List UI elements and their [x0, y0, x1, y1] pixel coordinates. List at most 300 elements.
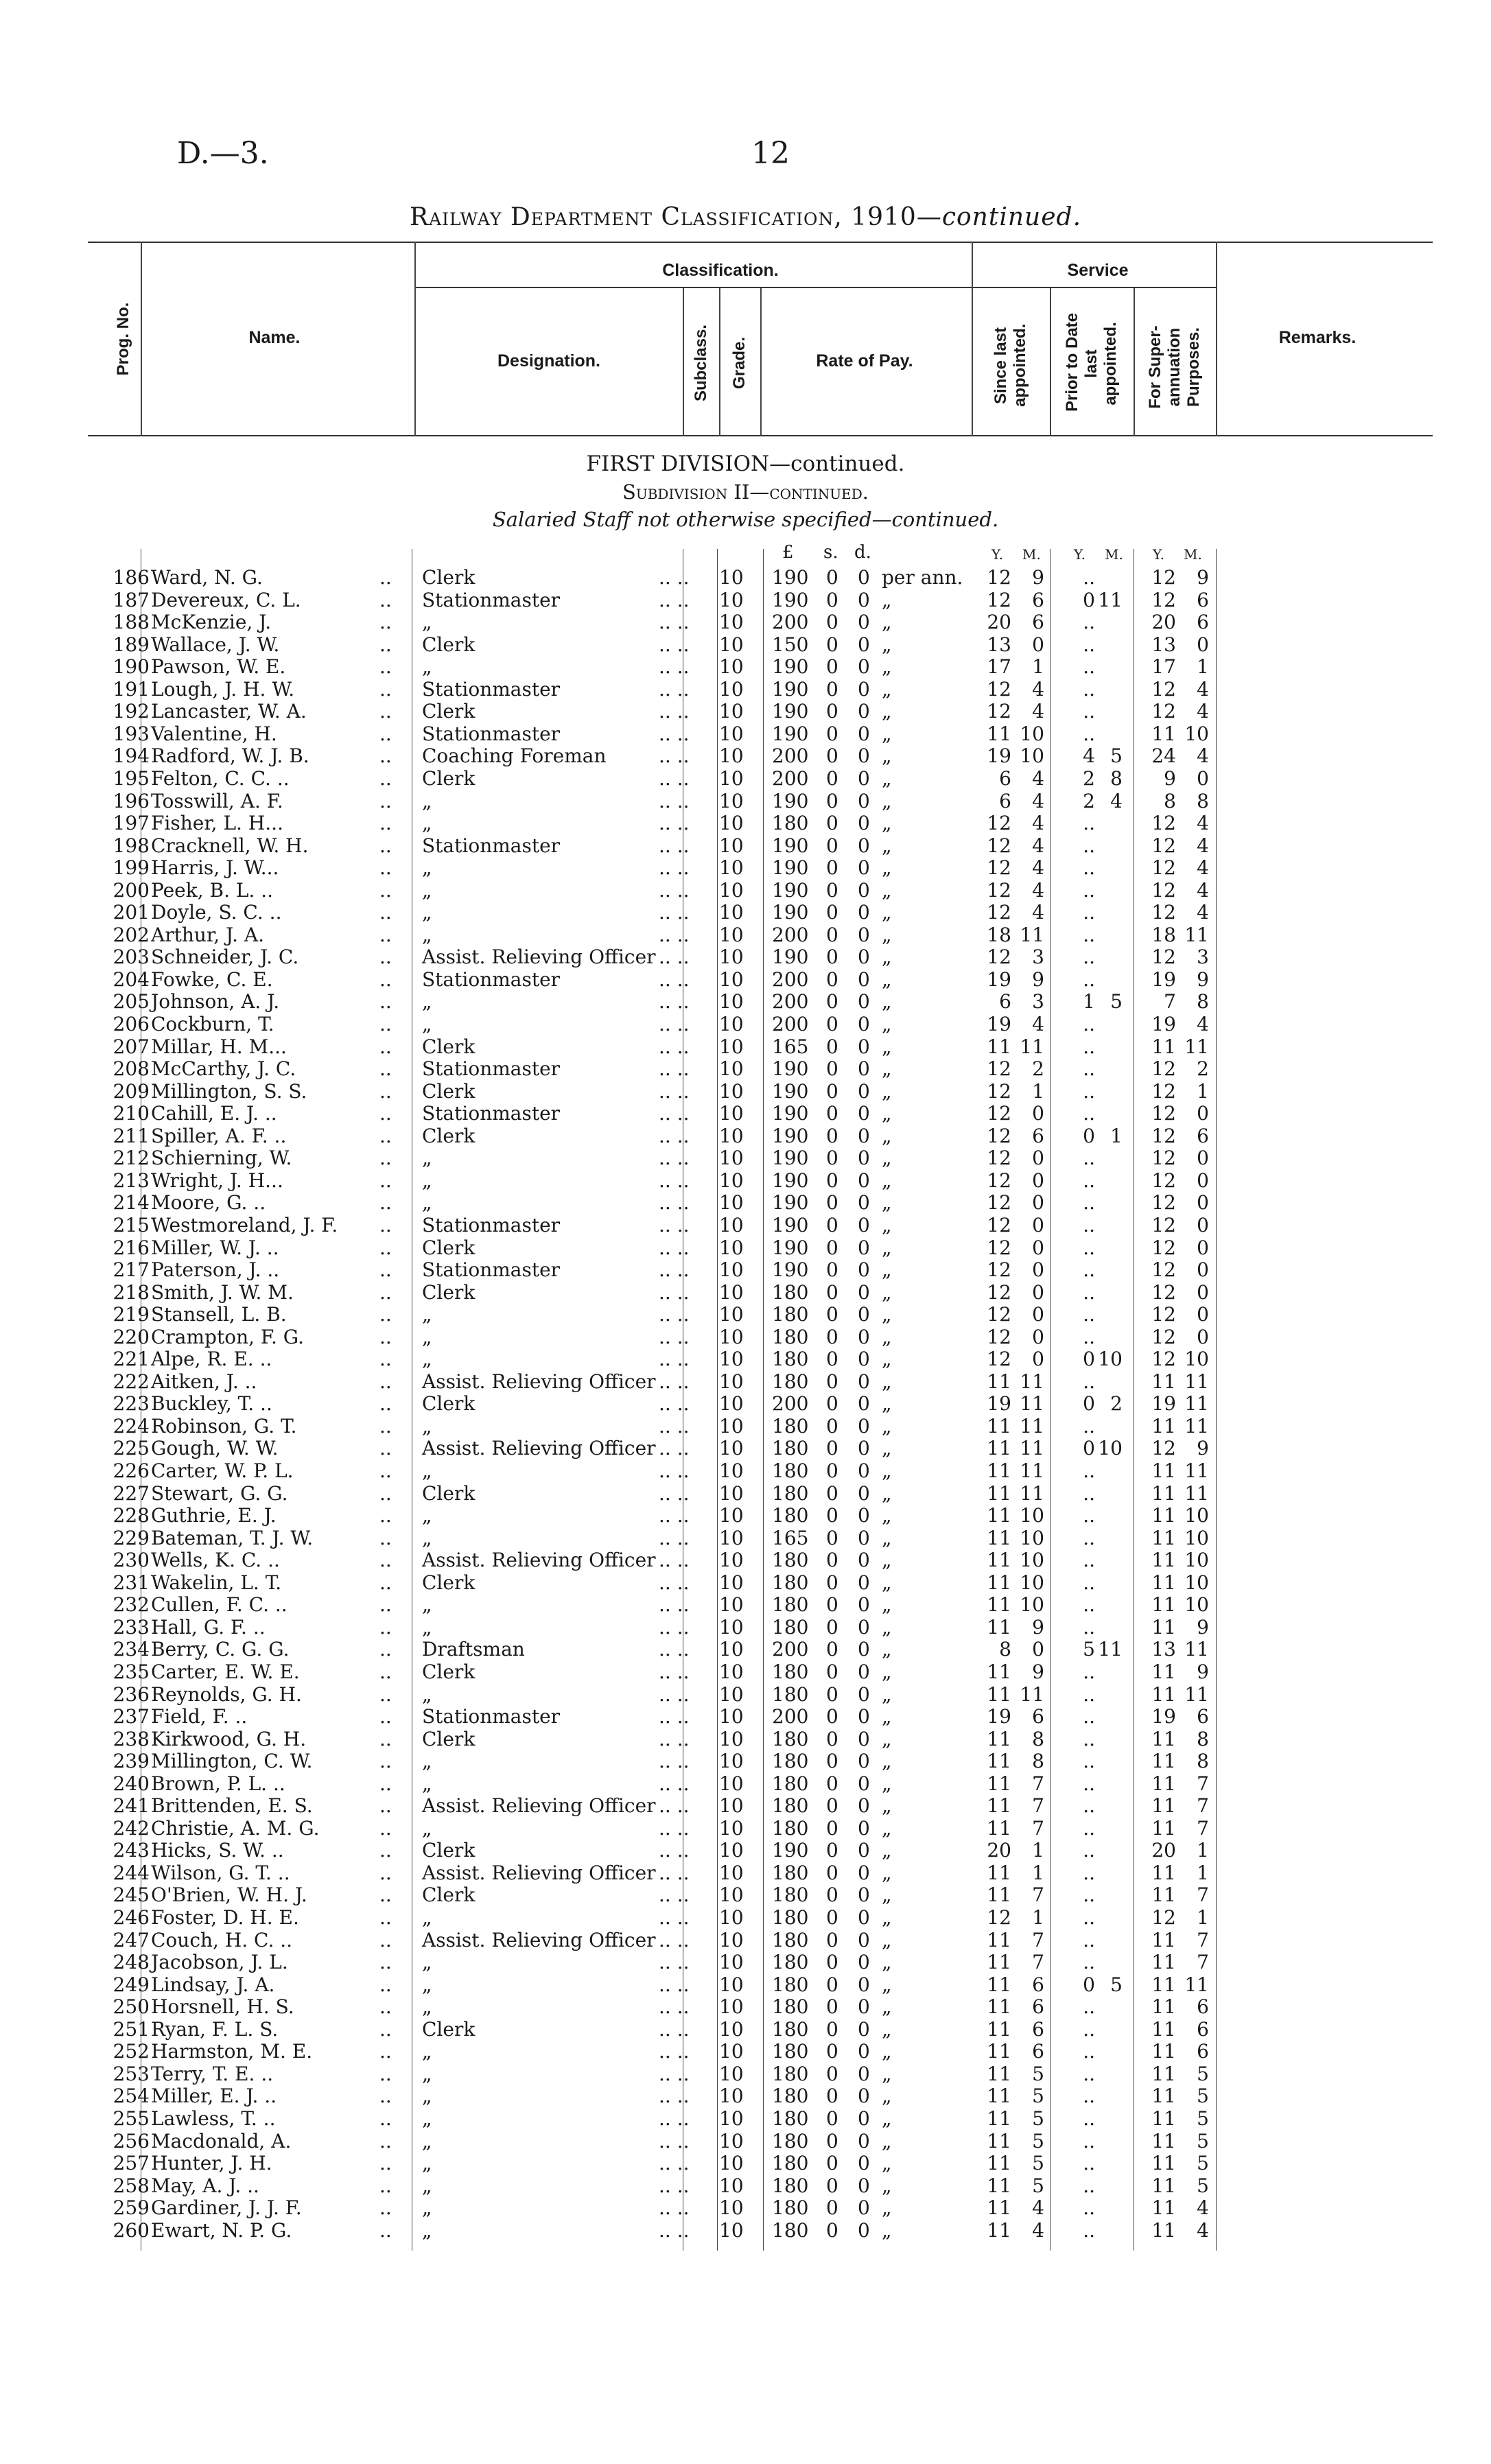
row-prior-years: 0 [1083, 1348, 1095, 1371]
row-grade: 10 [719, 1303, 744, 1326]
row-rate-pence: 0 [858, 1571, 870, 1594]
row-prior-years: .. [1083, 812, 1095, 835]
row-super-months: 0 [1197, 1213, 1209, 1236]
row-super-years: 20 [1151, 611, 1176, 634]
row-rate-period: „ [882, 1325, 892, 1348]
leader-dots: .. [379, 722, 392, 745]
row-since-months: 6 [1032, 1973, 1044, 1996]
row-rate-pence: 0 [858, 1392, 870, 1416]
row-prog-no: 224 [113, 1414, 150, 1438]
row-grade: 10 [719, 2107, 744, 2130]
row-rate-shillings: 0 [826, 812, 838, 835]
row-name: Millar, H. M... [151, 1035, 287, 1058]
row-rate-pence: 0 [858, 655, 870, 679]
row-rate-pounds: 180 [772, 1750, 809, 1773]
leader-dots: .. .. [659, 1147, 690, 1170]
row-prior-years: .. [1083, 1727, 1095, 1750]
row-prior-years: .. [1083, 1147, 1095, 1170]
row-super-months: 0 [1197, 633, 1209, 656]
row-prior-years: .. [1083, 1928, 1095, 1951]
row-grade: 10 [719, 1213, 744, 1236]
row-designation: Stationmaster [422, 1705, 561, 1728]
row-rate-pence: 0 [858, 812, 870, 835]
leader-dots: .. .. [659, 1750, 690, 1773]
row-prog-no: 225 [113, 1437, 150, 1460]
leader-dots: .. .. [659, 1928, 690, 1951]
row-prog-no: 208 [113, 1057, 150, 1081]
table-row [0, 790, 1491, 812]
table-row [0, 1035, 1491, 1058]
header-divider [1134, 288, 1135, 436]
table-row [0, 723, 1491, 745]
row-rate-period: „ [882, 901, 892, 924]
row-since-months: 10 [1020, 744, 1044, 768]
row-super-months: 11 [1184, 1392, 1209, 1416]
row-prog-no: 252 [113, 2040, 150, 2063]
row-rate-pence: 0 [858, 2107, 870, 2130]
row-rate-shillings: 0 [826, 856, 838, 880]
row-rate-shillings: 0 [826, 967, 838, 991]
row-rate-pounds: 190 [772, 1213, 809, 1236]
row-grade: 10 [719, 1549, 744, 1572]
row-rate-period: „ [882, 1727, 892, 1750]
row-rate-shillings: 0 [826, 1772, 838, 1795]
row-super-years: 12 [1151, 1147, 1176, 1170]
leader-dots: .. .. [659, 1236, 690, 1259]
row-prior-years: .. [1083, 722, 1095, 745]
row-designation: „ [422, 1772, 432, 1795]
row-rate-period: „ [882, 789, 892, 812]
leader-dots: .. .. [659, 588, 690, 611]
row-prior-years: .. [1083, 1660, 1095, 1683]
row-rate-period: „ [882, 1147, 892, 1170]
row-grade: 10 [719, 1526, 744, 1549]
leader-dots: .. [379, 588, 392, 611]
row-rate-pence: 0 [858, 2152, 870, 2175]
row-rate-shillings: 0 [826, 1258, 838, 1282]
row-rate-period: „ [882, 878, 892, 902]
row-super-months: 7 [1197, 1794, 1209, 1818]
row-rate-pounds: 180 [772, 1325, 809, 1348]
row-rate-shillings: 0 [826, 1147, 838, 1170]
row-rate-pounds: 200 [772, 923, 809, 946]
row-since-months: 10 [1020, 1549, 1044, 1572]
row-designation: Stationmaster [422, 722, 561, 745]
row-rate-period: „ [882, 700, 892, 723]
row-since-years: 17 [987, 655, 1011, 679]
row-super-years: 11 [1151, 2196, 1176, 2220]
table-row [0, 1125, 1491, 1147]
row-rate-pence: 0 [858, 834, 870, 857]
row-name: Harris, J. W... [151, 856, 279, 880]
row-since-years: 11 [987, 1928, 1011, 1951]
table-row [0, 1057, 1491, 1080]
row-rate-pence: 0 [858, 2062, 870, 2085]
leader-dots: .. [379, 946, 392, 969]
leader-dots: .. .. [659, 1392, 690, 1416]
row-prog-no: 209 [113, 1079, 150, 1103]
row-super-months: 4 [1197, 812, 1209, 835]
title-main: Railway Department Classification, 1910— [409, 203, 942, 231]
row-rate-shillings: 0 [826, 1459, 838, 1482]
header-divider [760, 288, 762, 436]
table-row [0, 1102, 1491, 1125]
row-prog-no: 191 [113, 677, 150, 701]
row-rate-pounds: 180 [772, 2174, 809, 2197]
row-name: Radford, W. J. B. [151, 744, 309, 768]
table-row [0, 1839, 1491, 1862]
leader-dots: .. [379, 856, 392, 880]
leader-dots: .. [379, 1682, 392, 1706]
row-rate-period: „ [882, 2196, 892, 2220]
row-since-months: 7 [1032, 1816, 1044, 1840]
row-since-months: 0 [1032, 1258, 1044, 1282]
row-designation: „ [422, 2196, 432, 2220]
row-prior-years: .. [1083, 1481, 1095, 1505]
table-row [0, 1214, 1491, 1236]
row-rate-shillings: 0 [826, 923, 838, 946]
row-prog-no: 241 [113, 1794, 150, 1818]
row-rate-period: „ [882, 1906, 892, 1929]
row-super-years: 11 [1151, 2174, 1176, 2197]
row-grade: 10 [719, 1191, 744, 1215]
row-super-months: 7 [1197, 1951, 1209, 1974]
row-prog-no: 250 [113, 1995, 150, 2019]
row-designation: Clerk [422, 1884, 476, 1907]
row-rate-pounds: 190 [772, 1191, 809, 1215]
header-subclass: Subclass. [692, 324, 710, 402]
leader-dots: .. [379, 1593, 392, 1617]
row-rate-period: „ [882, 1750, 892, 1773]
row-rate-pounds: 190 [772, 1124, 809, 1147]
row-super-years: 11 [1151, 1481, 1176, 1505]
table-row [0, 744, 1491, 767]
leader-dots: .. .. [659, 1615, 690, 1639]
row-rate-pence: 0 [858, 1593, 870, 1617]
header-name: Name. [248, 328, 301, 347]
row-rate-period: „ [882, 2218, 892, 2242]
row-name: Kirkwood, G. H. [151, 1727, 307, 1750]
row-designation: Clerk [422, 1392, 476, 1416]
row-rate-pence: 0 [858, 1280, 870, 1304]
leader-dots: .. [379, 1638, 392, 1661]
row-rate-pence: 0 [858, 1459, 870, 1482]
table-row [0, 1169, 1491, 1192]
row-super-years: 11 [1151, 2062, 1176, 2085]
row-since-years: 11 [987, 1593, 1011, 1617]
row-since-years: 12 [987, 901, 1011, 924]
row-rate-pence: 0 [858, 722, 870, 745]
row-grade: 10 [719, 1147, 744, 1170]
row-rate-pence: 0 [858, 1213, 870, 1236]
row-prior-years: .. [1083, 1794, 1095, 1818]
leader-dots: .. .. [659, 990, 690, 1013]
row-super-months: 3 [1197, 946, 1209, 969]
row-grade: 10 [719, 700, 744, 723]
leader-dots: .. .. [659, 1526, 690, 1549]
row-super-years: 19 [1151, 1392, 1176, 1416]
row-name: Carter, E. W. E. [151, 1660, 300, 1683]
row-super-years: 12 [1151, 1102, 1176, 1125]
row-super-months: 4 [1197, 1013, 1209, 1035]
row-name: Wakelin, L. T. [151, 1571, 282, 1594]
row-since-months: 5 [1032, 2152, 1044, 2175]
header-classification: Classification. [662, 261, 779, 280]
row-prog-no: 189 [113, 633, 150, 656]
row-designation: „ [422, 1995, 432, 2019]
row-designation: „ [422, 1169, 432, 1192]
row-designation: „ [422, 1348, 432, 1371]
row-name: Lindsay, J. A. [151, 1973, 275, 1996]
row-rate-shillings: 0 [826, 1526, 838, 1549]
row-designation: „ [422, 812, 432, 835]
row-designation: Clerk [422, 1035, 476, 1058]
row-prior-years: .. [1083, 2218, 1095, 2242]
row-super-months: 5 [1197, 2174, 1209, 2197]
row-rate-shillings: 0 [826, 2174, 838, 2197]
row-super-years: 11 [1151, 1884, 1176, 1907]
row-designation: Assist. Relieving Officer [422, 1861, 656, 1884]
row-super-years: 12 [1151, 1303, 1176, 1326]
table-row [0, 589, 1491, 611]
row-super-years: 12 [1151, 878, 1176, 902]
row-super-months: 7 [1197, 1928, 1209, 1951]
header-rate-of-pay: Rate of Pay. [816, 351, 913, 371]
row-name: Wilson, G. T. .. [151, 1861, 290, 1884]
row-since-years: 12 [987, 1169, 1011, 1192]
unit-shillings: s. [823, 542, 838, 563]
row-name: O'Brien, W. H. J. [151, 1884, 307, 1907]
leader-dots: .. .. [659, 1437, 690, 1460]
leader-dots: .. [379, 2218, 392, 2242]
row-since-months: 6 [1032, 2040, 1044, 2063]
row-since-months: 0 [1032, 1191, 1044, 1215]
row-super-years: 11 [1151, 1861, 1176, 1884]
leader-dots: .. [379, 878, 392, 902]
leader-dots: .. .. [659, 1370, 690, 1393]
row-since-months: 11 [1020, 1459, 1044, 1482]
row-super-years: 12 [1151, 1437, 1176, 1460]
table-row [0, 1929, 1491, 1951]
row-rate-pence: 0 [858, 1325, 870, 1348]
row-rate-period: „ [882, 1035, 892, 1058]
row-since-years: 12 [987, 1057, 1011, 1081]
row-rate-shillings: 0 [826, 1169, 838, 1192]
row-name: Fisher, L. H... [151, 812, 283, 835]
row-grade: 10 [719, 812, 744, 835]
row-rate-period: „ [882, 2062, 892, 2085]
row-super-months: 0 [1197, 1102, 1209, 1125]
row-rate-pence: 0 [858, 2040, 870, 2063]
row-super-months: 9 [1197, 1437, 1209, 1460]
row-since-months: 4 [1032, 1013, 1044, 1035]
row-since-years: 11 [987, 1504, 1011, 1527]
table-row [0, 2130, 1491, 2152]
row-prog-no: 234 [113, 1638, 150, 1661]
row-rate-pence: 0 [858, 923, 870, 946]
row-rate-period: „ [882, 1772, 892, 1795]
row-name: Moore, G. .. [151, 1191, 266, 1215]
row-super-months: 6 [1197, 1705, 1209, 1728]
row-rate-period: „ [882, 1169, 892, 1192]
leader-dots: .. .. [659, 1861, 690, 1884]
row-name: Buckley, T. .. [151, 1392, 272, 1416]
leader-dots: .. .. [659, 1013, 690, 1035]
table-row [0, 1884, 1491, 1906]
row-since-months: 11 [1020, 1414, 1044, 1438]
row-super-years: 11 [1151, 1035, 1176, 1058]
row-prior-months: 5 [1110, 1973, 1123, 1996]
leader-dots: .. .. [659, 1414, 690, 1438]
row-prog-no: 187 [113, 588, 150, 611]
row-since-years: 11 [987, 1727, 1011, 1750]
row-since-years: 11 [987, 1481, 1011, 1505]
row-super-months: 8 [1197, 990, 1209, 1013]
row-grade: 10 [719, 1995, 744, 2019]
row-name: Tosswill, A. F. [151, 789, 283, 812]
row-rate-pence: 0 [858, 1660, 870, 1683]
row-rate-pounds: 180 [772, 2218, 809, 2242]
row-prog-no: 192 [113, 700, 150, 723]
row-rate-shillings: 0 [826, 2107, 838, 2130]
row-rate-shillings: 0 [826, 1571, 838, 1594]
row-rate-pence: 0 [858, 1884, 870, 1907]
table-row [0, 1504, 1491, 1527]
row-since-years: 11 [987, 2196, 1011, 2220]
row-rate-pence: 0 [858, 1615, 870, 1639]
row-since-years: 11 [987, 2152, 1011, 2175]
header-grade: Grade. [730, 336, 749, 390]
row-rate-pounds: 190 [772, 700, 809, 723]
row-rate-shillings: 0 [826, 655, 838, 679]
row-since-months: 4 [1032, 878, 1044, 902]
row-rate-pence: 0 [858, 1169, 870, 1192]
row-rate-pence: 0 [858, 1102, 870, 1125]
row-super-years: 11 [1151, 1772, 1176, 1795]
table-row [0, 2063, 1491, 2085]
row-prior-years: .. [1083, 655, 1095, 679]
row-rate-pence: 0 [858, 1705, 870, 1728]
row-grade: 10 [719, 1035, 744, 1058]
row-prog-no: 218 [113, 1280, 150, 1304]
row-grade: 10 [719, 1481, 744, 1505]
table-row [0, 1995, 1491, 2018]
row-prog-no: 198 [113, 834, 150, 857]
row-since-years: 12 [987, 1191, 1011, 1215]
row-rate-pence: 0 [858, 1147, 870, 1170]
row-rate-pence: 0 [858, 1973, 870, 1996]
table-row [0, 1661, 1491, 1683]
row-rate-shillings: 0 [826, 1079, 838, 1103]
row-rate-shillings: 0 [826, 1325, 838, 1348]
row-designation: „ [422, 1325, 432, 1348]
row-rate-pence: 0 [858, 1035, 870, 1058]
leader-dots: .. [379, 766, 392, 790]
row-rate-pounds: 180 [772, 1571, 809, 1594]
row-rate-period: „ [882, 1995, 892, 2019]
row-rate-pounds: 180 [772, 2129, 809, 2152]
leader-dots: .. .. [659, 1794, 690, 1818]
row-rate-pounds: 190 [772, 1147, 809, 1170]
row-prog-no: 240 [113, 1772, 150, 1795]
row-rate-pence: 0 [858, 611, 870, 634]
leader-dots: .. [379, 1057, 392, 1081]
row-super-months: 4 [1197, 677, 1209, 701]
row-rate-pence: 0 [858, 1772, 870, 1795]
row-prior-years: .. [1083, 1906, 1095, 1929]
row-name: Reynolds, G. H. [151, 1682, 302, 1706]
row-designation: Stationmaster [422, 1258, 561, 1282]
row-rate-pence: 0 [858, 946, 870, 969]
row-super-years: 11 [1151, 2040, 1176, 2063]
row-designation: Clerk [422, 766, 476, 790]
row-prog-no: 222 [113, 1370, 150, 1393]
row-name: Ryan, F. L. S. [151, 2017, 279, 2041]
row-rate-pounds: 190 [772, 834, 809, 857]
row-since-years: 11 [987, 2017, 1011, 2041]
row-prior-years: .. [1083, 1750, 1095, 1773]
row-since-months: 10 [1020, 1526, 1044, 1549]
table-row [0, 700, 1491, 723]
leader-dots: .. [379, 611, 392, 634]
row-since-months: 7 [1032, 1794, 1044, 1818]
row-grade: 10 [719, 1258, 744, 1282]
row-rate-period: „ [882, 1079, 892, 1103]
leader-dots: .. [379, 1414, 392, 1438]
table-row [0, 1236, 1491, 1259]
row-prog-no: 251 [113, 2017, 150, 2041]
row-rate-pounds: 180 [772, 1906, 809, 1929]
row-grade: 10 [719, 923, 744, 946]
row-rate-pounds: 190 [772, 1258, 809, 1282]
row-prior-years: .. [1083, 2129, 1095, 2152]
leader-dots: .. [379, 901, 392, 924]
row-super-months: 11 [1184, 1370, 1209, 1393]
row-grade: 10 [719, 1750, 744, 1773]
row-rate-period: „ [882, 1660, 892, 1683]
row-grade: 10 [719, 1079, 744, 1103]
row-designation: Assist. Relieving Officer [422, 1437, 656, 1460]
row-rate-pounds: 165 [772, 1526, 809, 1549]
row-rate-pounds: 190 [772, 1102, 809, 1125]
leader-dots: .. [379, 1481, 392, 1505]
leader-dots: .. .. [659, 901, 690, 924]
row-rate-pounds: 180 [772, 2107, 809, 2130]
header-remarks: Remarks. [1278, 328, 1357, 347]
row-name: Peek, B. L. .. [151, 878, 274, 902]
row-super-years: 19 [1151, 967, 1176, 991]
unit-prior-months: M. [1105, 546, 1123, 563]
row-super-years: 11 [1151, 1951, 1176, 1974]
row-grade: 10 [719, 1727, 744, 1750]
row-since-years: 12 [987, 834, 1011, 857]
row-rate-period: „ [882, 812, 892, 835]
row-grade: 10 [719, 1504, 744, 1527]
row-designation: Clerk [422, 1727, 476, 1750]
row-prog-no: 260 [113, 2218, 150, 2242]
table-row [0, 1080, 1491, 1103]
row-rate-period: „ [882, 677, 892, 701]
row-since-months: 4 [1032, 677, 1044, 701]
row-since-years: 11 [987, 2062, 1011, 2085]
row-rate-pounds: 190 [772, 789, 809, 812]
row-super-months: 6 [1197, 1995, 1209, 2019]
row-rate-pounds: 180 [772, 1437, 809, 1460]
row-since-years: 12 [987, 1258, 1011, 1282]
table-row [0, 1705, 1491, 1728]
row-name: Arthur, J. A. [151, 923, 265, 946]
row-rate-pence: 0 [858, 1951, 870, 1974]
